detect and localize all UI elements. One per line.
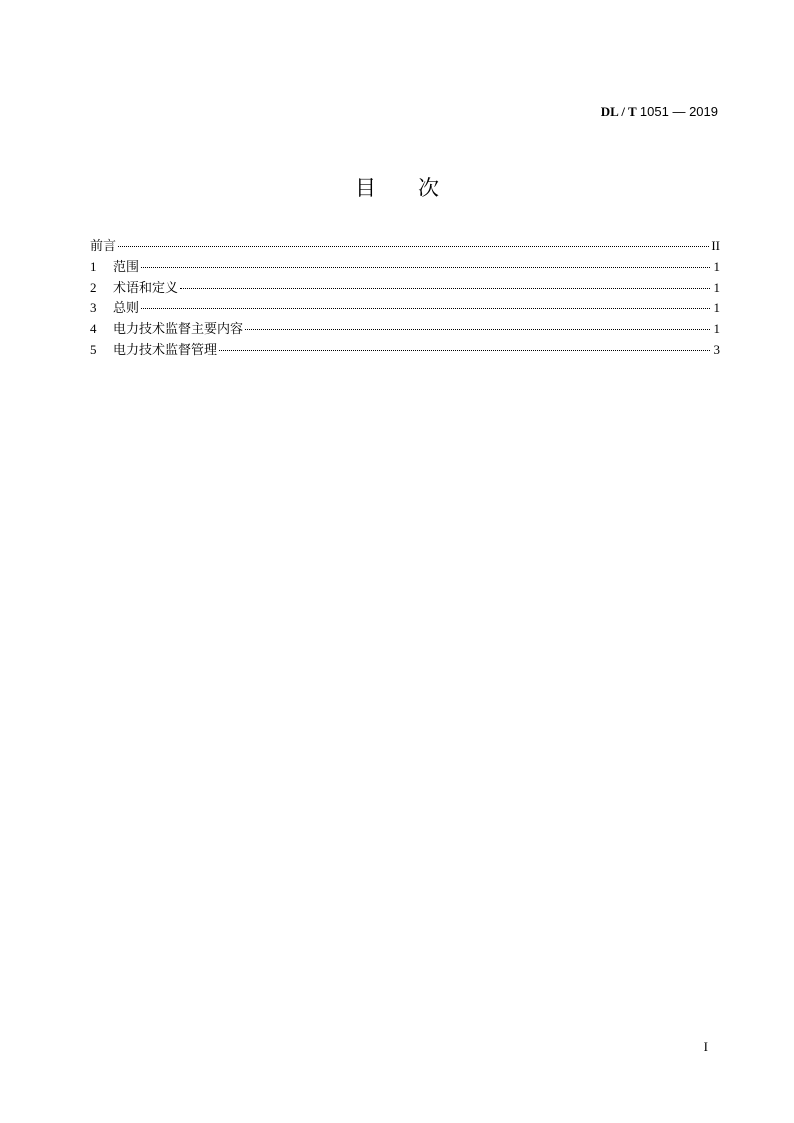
standard-code: [601, 104, 718, 120]
table-of-contents: [90, 236, 720, 361]
toc-entry-3[interactable]: [90, 298, 720, 319]
standard-code-number: 1051 — 2019: [639, 104, 718, 119]
toc-entry-1[interactable]: [90, 257, 720, 278]
toc-entry-label: 电力技术监督主要内容: [113, 322, 244, 338]
toc-dot-leader: [180, 287, 710, 289]
toc-entry-number: 4: [90, 321, 97, 337]
standard-code-prefix: DL / T: [600, 104, 637, 119]
toc-entry-number: 1: [90, 258, 97, 274]
toc-entry-number: 3: [90, 300, 97, 316]
toc-entry-page: 3: [713, 341, 720, 357]
page-title: 目次: [355, 176, 481, 200]
toc-entry-number: 2: [90, 279, 97, 295]
toc-entry-page: 1: [713, 321, 720, 337]
toc-entry-page: 1: [713, 258, 720, 274]
toc-entry-number: 5: [90, 341, 97, 357]
toc-dot-leader: [118, 245, 709, 247]
toc-entry-page: 1: [713, 279, 720, 295]
toc-entry-page: 1: [713, 300, 720, 316]
toc-entry-label: 范围: [113, 259, 140, 275]
toc-dot-leader: [141, 266, 710, 268]
toc-entry-label: 术语和定义: [113, 280, 179, 296]
toc-entry-label: 前言: [90, 239, 117, 254]
toc-entry-2[interactable]: [90, 278, 720, 299]
toc-entry-4[interactable]: [90, 319, 720, 340]
toc-dot-leader: [141, 307, 710, 309]
toc-entry-label: 电力技术监督管理: [113, 342, 218, 358]
toc-dot-leader: [219, 349, 710, 351]
toc-entry-5[interactable]: [90, 340, 720, 361]
page-number: I: [703, 1039, 708, 1054]
toc-entry-page: II: [711, 238, 720, 253]
toc-dot-leader: [245, 328, 710, 330]
toc-entry-preface[interactable]: [90, 236, 720, 257]
toc-entry-label: 总则: [113, 301, 140, 317]
